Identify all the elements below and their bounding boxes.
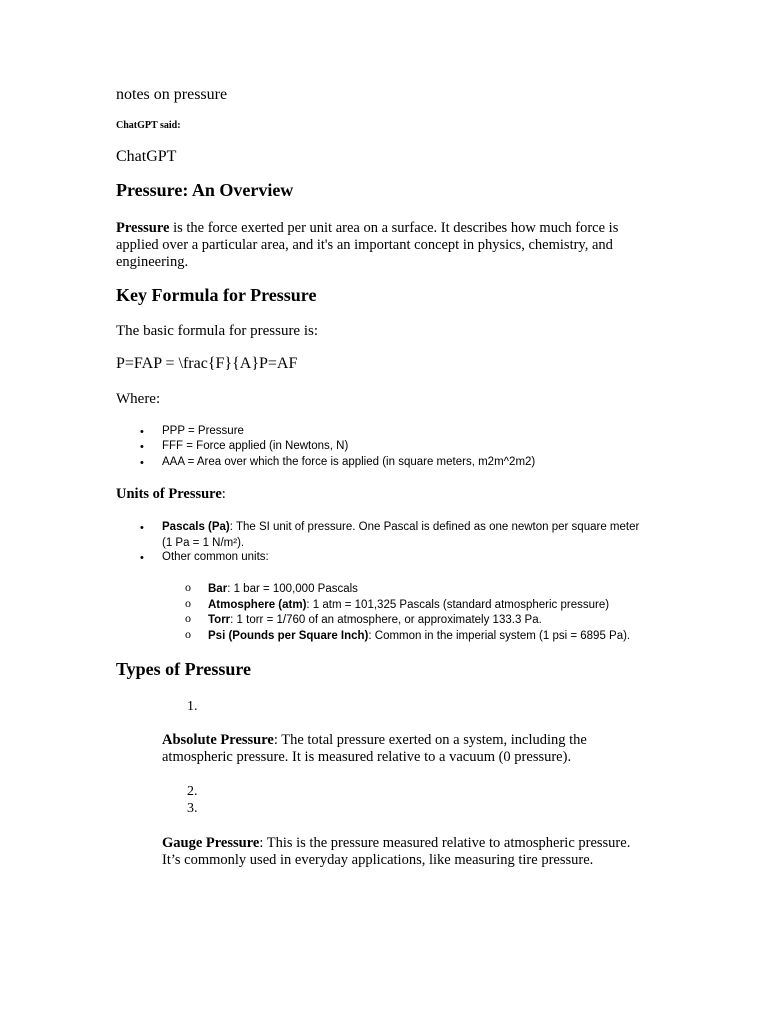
- said-label: ChatGPT said:: [116, 120, 181, 131]
- bullet-marker: •: [140, 522, 144, 534]
- author-label: ChatGPT: [116, 148, 177, 165]
- list-item: Pascals (Pa): The SI unit of pressure. One Pascal is defined as one newton per square meter (1 Pa = 1 N/m²).: [162, 521, 640, 549]
- absolute-pressure-paragraph: Absolute Pressure: The total pressure exerted on a system, including the atmospheric pressure. It is measured relative to a vacuum (0 pressure).: [162, 732, 587, 765]
- list-number: 1.: [187, 699, 198, 714]
- overview-paragraph: [116, 220, 646, 271]
- bullet-marker: •: [140, 457, 144, 469]
- sub-bullet-marker: o: [185, 580, 191, 594]
- list-number: 2.: [187, 784, 198, 799]
- list-item: FFF = Force applied (in Newtons, N): [162, 440, 349, 452]
- types-heading: Types of Pressure: [116, 659, 251, 679]
- bullet-marker: •: [140, 552, 144, 564]
- formula-equation: P=FAP = \frac{F}{A}P=AF: [116, 355, 298, 372]
- sub-list-item: Torr: 1 torr = 1/760 of an atmosphere, or approximately 133.3 Pa.: [208, 614, 542, 626]
- sub-list-item: Atmosphere (atm): 1 atm = 101,325 Pascals (standard atmospheric pressure): [208, 599, 610, 611]
- formula-where: Where:: [116, 391, 161, 407]
- document-title: notes on pressure: [116, 86, 228, 103]
- gauge-pressure-paragraph: Gauge Pressure: This is the pressure measured relative to atmospheric pressure. It’s commonly used in everyday applications, like measuring tire pressure.: [162, 835, 631, 868]
- sub-bullet-marker: o: [185, 627, 191, 641]
- sub-list-item: Bar: 1 bar = 100,000 Pascals: [208, 583, 358, 595]
- bullet-marker: •: [140, 426, 144, 438]
- sub-bullet-marker: o: [185, 611, 191, 625]
- sub-list-item: Psi (Pounds per Square Inch): Common in the imperial system (1 psi = 6895 Pa).: [208, 630, 631, 642]
- overview-heading: Pressure: An Overview: [116, 180, 294, 200]
- sub-bullet-marker: o: [185, 596, 191, 610]
- list-item: PPP = Pressure: [162, 425, 244, 437]
- list-item: Other common units:: [162, 551, 269, 563]
- formula-heading: Key Formula for Pressure: [116, 285, 317, 305]
- bullet-marker: •: [140, 441, 144, 453]
- overview-term: Pressure: [116, 220, 170, 236]
- formula-intro: The basic formula for pressure is:: [116, 323, 319, 339]
- overview-text: is the force exerted per unit area on a surface. It describes how much force is applied over a particular area, and it's an important concept in physics, chemistry, and engineering.: [116, 220, 619, 270]
- units-heading: Units of Pressure:: [116, 486, 226, 502]
- list-item: AAA = Area over which the force is applied (in square meters, m2m^2m2): [162, 456, 536, 468]
- list-number: 3.: [187, 801, 198, 816]
